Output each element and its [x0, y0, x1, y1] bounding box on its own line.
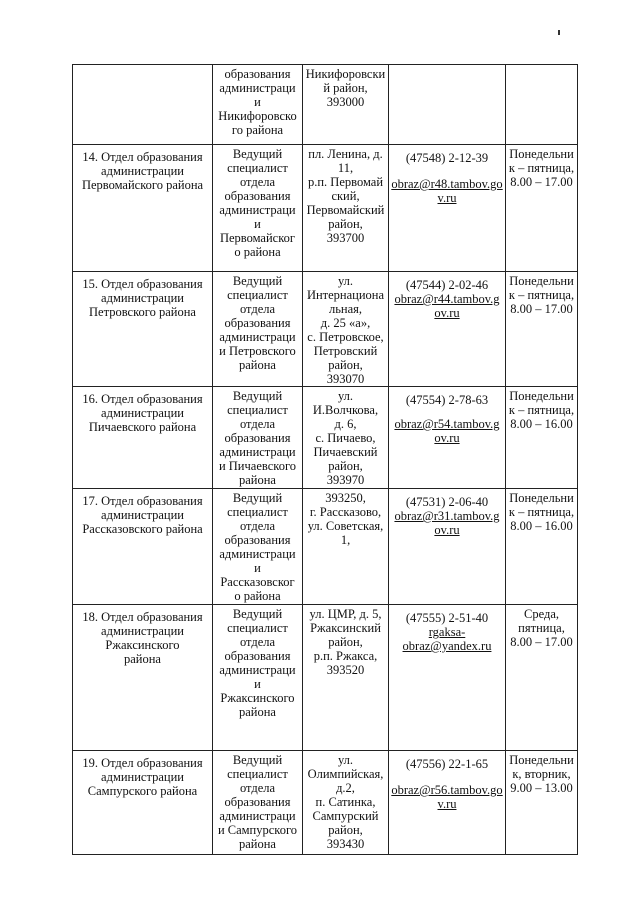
position-cell: Ведущий специалист отдела образования администраци и Петровского района	[213, 272, 303, 387]
address-cell: ул. И.Волчкова, д. 6, с. Пичаево, Пичаевский район, 393970	[303, 387, 389, 489]
contacts-table	[72, 64, 578, 855]
department-cell: 19. Отдел образования администрации Сампурского района	[73, 751, 213, 855]
table-row	[73, 387, 578, 489]
department-cell: 16. Отдел образования администрации Пичаевского района	[73, 387, 213, 489]
address-cell: ул. Интернациона льная, д. 25 «а», с. Петровское, Петровский район, 393070	[303, 272, 389, 387]
contact-cell	[389, 751, 506, 855]
email-link[interactable]: obraz@r48.tambov.go v.ru	[391, 177, 503, 205]
hours-cell: Среда, пятница, 8.00 – 17.00	[506, 605, 578, 751]
table-row	[73, 751, 578, 855]
contact-cell	[389, 387, 506, 489]
table-row	[73, 145, 578, 272]
table-row	[73, 272, 578, 387]
email-link[interactable]: obraz@r44.tambov.g ov.ru	[394, 292, 500, 320]
address-cell: ул. Олимпийская, д.2, п. Сатинка, Сампурский район, 393430	[303, 751, 389, 855]
department-cell: 17. Отдел образования администрации Рассказовского района	[73, 489, 213, 605]
hours-cell	[506, 65, 578, 145]
position-cell: Ведущий специалист отдела образования администраци и Сампурского района	[213, 751, 303, 855]
hours-cell: Понедельни к – пятница, 8.00 – 16.00	[506, 489, 578, 605]
phone-text: (47556) 22-1-65	[405, 757, 489, 771]
email-link[interactable]: rgaksa- obraz@yandex.ru	[402, 625, 492, 653]
contact-cell	[389, 489, 506, 605]
email-link[interactable]: obraz@r56.tambov.go v.ru	[391, 783, 503, 811]
hours-cell: Понедельни к, вторник, 9.00 – 13.00	[506, 751, 578, 855]
position-cell: Ведущий специалист отдела образования администраци и Рассказовског о района	[213, 489, 303, 605]
department-cell: 15. Отдел образования администрации Петровского района	[73, 272, 213, 387]
table-row	[73, 65, 578, 145]
phone-text: (47554) 2-78-63	[405, 393, 489, 407]
address-cell: Никифоровски й район, 393000	[303, 65, 389, 145]
department-cell	[73, 65, 213, 145]
email-link[interactable]: obraz@r31.tambov.g ov.ru	[394, 509, 500, 537]
address-cell: 393250, г. Рассказово, ул. Советская, 1,	[303, 489, 389, 605]
phone-text: (47548) 2-12-39	[405, 151, 489, 165]
page-mark	[558, 30, 560, 35]
email-link[interactable]: obraz@r54.tambov.g ov.ru	[394, 417, 500, 445]
table-row	[73, 605, 578, 751]
table-row	[73, 489, 578, 605]
hours-cell: Понедельни к – пятница, 8.00 – 16.00	[506, 387, 578, 489]
phone-text: (47555) 2-51-40	[405, 611, 489, 625]
address-cell: пл. Ленина, д. 11, р.п. Первомай ский, Первомайский район, 393700	[303, 145, 389, 272]
hours-cell: Понедельни к – пятница, 8.00 – 17.00	[506, 145, 578, 272]
department-cell: 14. Отдел образования администрации Первомайского района	[73, 145, 213, 272]
position-cell: Ведущий специалист отдела образования администраци и Первомайског о района	[213, 145, 303, 272]
contact-cell	[389, 605, 506, 751]
contact-cell	[389, 65, 506, 145]
contact-cell	[389, 272, 506, 387]
phone-text: (47544) 2-02-46	[405, 278, 489, 292]
department-cell: 18. Отдел образования администрации Ржаксинского района	[73, 605, 213, 751]
phone-text: (47531) 2-06-40	[405, 495, 489, 509]
address-cell: ул. ЦМР, д. 5, Ржаксинский район, р.п. Ржакса, 393520	[303, 605, 389, 751]
contact-cell	[389, 145, 506, 272]
position-cell: Ведущий специалист отдела образования администраци и Ржаксинского района	[213, 605, 303, 751]
position-cell: Ведущий специалист отдела образования администраци и Пичаевского района	[213, 387, 303, 489]
position-cell: образования администраци и Никифоровско го района	[213, 65, 303, 145]
hours-cell: Понедельни к – пятница, 8.00 – 17.00	[506, 272, 578, 387]
